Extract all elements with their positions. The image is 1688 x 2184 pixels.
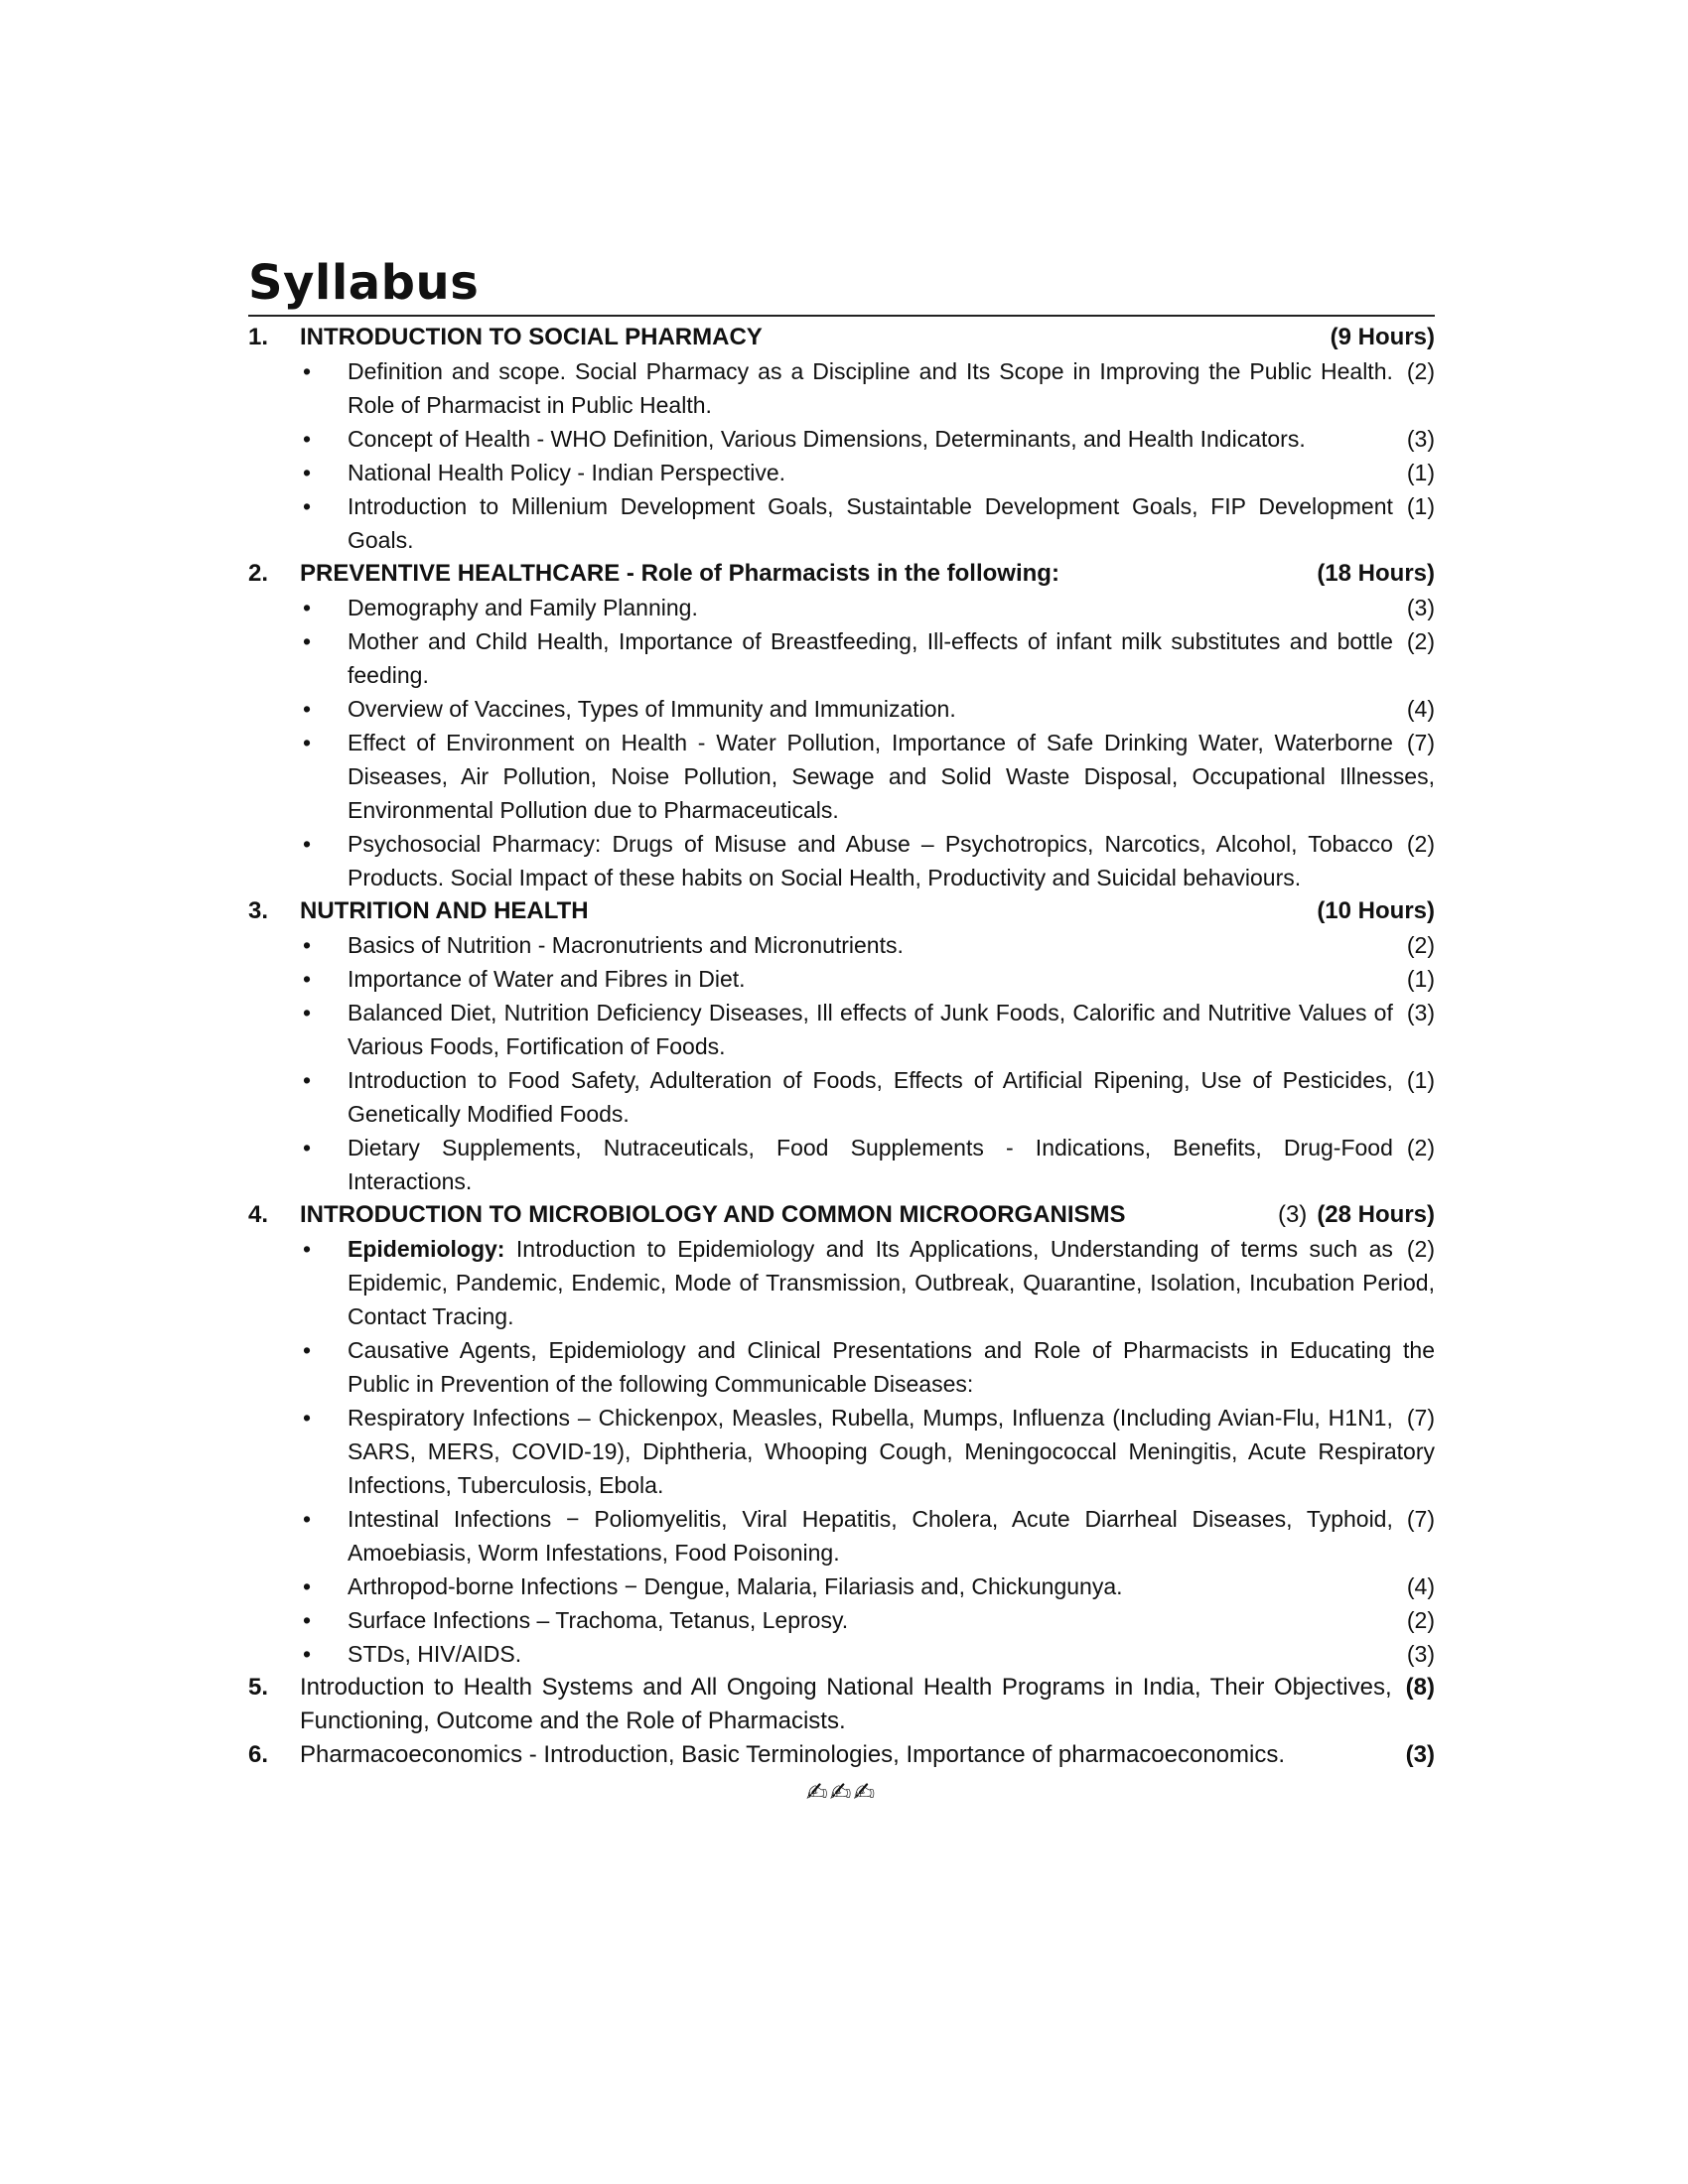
section-hours-value: (9 Hours) xyxy=(1330,324,1435,350)
section-hours: (3) xyxy=(1405,1741,1435,1768)
topic-item xyxy=(303,962,1435,996)
topic-item xyxy=(303,1232,1435,1333)
topic-item xyxy=(303,422,1435,456)
topic-hours: (2) xyxy=(1406,1236,1435,1262)
topic-item xyxy=(303,996,1435,1063)
topic-hours: (2) xyxy=(1406,831,1435,857)
bullet-icon: • xyxy=(303,730,312,755)
section-number: 2. xyxy=(248,560,269,587)
topic-text: Mother and Child Health, Importance of Breastfeeding, Ill-effects of infant milk substitutes and bottle feeding. xyxy=(348,628,1393,688)
topic-text: Introduction to Food Safety, Adulteration of Foods, Effects of Artificial Ripening, Use of Pesticides, Genetically Modified Foods. xyxy=(348,1067,1393,1127)
topic-hours: (1) xyxy=(1406,1067,1435,1093)
topic-label: Epidemiology: xyxy=(348,1236,505,1262)
topic-item xyxy=(303,354,1435,422)
bullet-icon: • xyxy=(303,1236,312,1262)
topic-text: Introduction to Epidemiology and Its Applications, Understanding of terms such as Epidemic, Pandemic, Endemic, Mode of Transmission, Outbreak, Quarantine, Isolation, Incubation Period, Contact Tracing. xyxy=(348,1236,1435,1329)
topic-item xyxy=(303,456,1435,489)
topic-text: Effect of Environment on Health - Water Pollution, Importance of Safe Drinking Water, Waterborne Diseases, Air Pollution, Noise Pollution, Sewage and Solid Waste Disposal, Occupational Illnesses, Environmental Pollution due to Pharmaceuticals. xyxy=(348,730,1435,823)
topic-text: Dietary Supplements, Nutraceuticals, Food Supplements - Indications, Benefits, Drug-Food Interactions. xyxy=(348,1135,1393,1194)
bullet-icon: • xyxy=(303,1641,312,1667)
bullet-icon: • xyxy=(303,426,312,452)
bullet-icon: • xyxy=(303,1135,312,1160)
bullet-icon: • xyxy=(303,358,312,384)
section-title xyxy=(300,1671,1435,1738)
section-number: 1. xyxy=(248,324,269,350)
section-heading xyxy=(248,1671,1435,1738)
topic-item xyxy=(303,1502,1435,1570)
topic-hours: (7) xyxy=(1406,730,1435,755)
topic-text: National Health Policy - Indian Perspective. xyxy=(348,460,786,485)
bullet-icon: • xyxy=(303,628,312,654)
bullet-icon: • xyxy=(303,1573,312,1599)
topic-text: Demography and Family Planning. xyxy=(348,595,698,620)
topic-item xyxy=(303,928,1435,962)
topic-item xyxy=(303,1131,1435,1198)
bullet-icon: • xyxy=(303,1337,312,1363)
bullet-icon: • xyxy=(303,1405,312,1431)
syllabus-content xyxy=(248,321,1435,1772)
bullet-icon: • xyxy=(303,966,312,992)
topic-text: Intestinal Infections − Poliomyelitis, Viral Hepatitis, Cholera, Acute Diarrheal Diseases, Typhoid, Amoebiasis, Worm Infestations, Food Poisoning. xyxy=(348,1506,1393,1566)
topic-text: STDs, HIV/AIDS. xyxy=(348,1641,522,1667)
section-text: Introduction to Health Systems and All Ongoing National Health Programs in India, Their Objectives, Functioning, Outcome and the Role of Pharmacists. xyxy=(300,1674,1392,1734)
title-rule xyxy=(248,315,1435,317)
section-hours xyxy=(1317,894,1435,928)
section-hours-value: (18 Hours) xyxy=(1317,560,1435,587)
bullet-icon: • xyxy=(303,696,312,722)
bullet-icon: • xyxy=(303,595,312,620)
topic-item xyxy=(303,1603,1435,1637)
topic-text: Surface Infections – Trachoma, Tetanus, Leprosy. xyxy=(348,1607,849,1633)
section-heading xyxy=(248,1738,1435,1772)
topic-text: Balanced Diet, Nutrition Deficiency Diseases, Ill effects of Junk Foods, Calorific and Nutritive Values of Various Foods, Fortification of Foods. xyxy=(348,1000,1393,1059)
topic-hours: (7) xyxy=(1406,1506,1435,1532)
topic-hours: (1) xyxy=(1406,966,1435,992)
section-hours: (8) xyxy=(1405,1674,1435,1701)
section-heading xyxy=(248,321,1435,354)
pen-ornament-icon: ✍✍✍ xyxy=(805,1778,878,1808)
bullet-icon: • xyxy=(303,493,312,519)
topic-hours: (1) xyxy=(1406,460,1435,485)
topic-item xyxy=(303,692,1435,726)
topic-hours: (2) xyxy=(1406,1607,1435,1633)
section-hours-prefix: (3) xyxy=(1277,1201,1308,1228)
section-title: NUTRITION AND HEALTH xyxy=(300,897,589,924)
topic-item xyxy=(303,591,1435,624)
section-number: 3. xyxy=(248,897,269,924)
topic-item xyxy=(303,1637,1435,1671)
topic-hours: (4) xyxy=(1406,696,1435,722)
bullet-icon: • xyxy=(303,1000,312,1025)
section-hours xyxy=(1278,1198,1435,1232)
bullet-icon: • xyxy=(303,1506,312,1532)
section-hours xyxy=(1331,321,1435,354)
topic-hours: (3) xyxy=(1406,595,1435,620)
topic-item xyxy=(303,1570,1435,1603)
section-number: 4. xyxy=(248,1201,269,1228)
section-title xyxy=(300,1738,1435,1772)
topic-text: Concept of Health - WHO Definition, Various Dimensions, Determinants, and Health Indicators. xyxy=(348,426,1306,452)
topic-hours: (1) xyxy=(1406,493,1435,519)
topic-text: Causative Agents, Epidemiology and Clinical Presentations and Role of Pharmacists in Educating the Public in Prevention of the following Communicable Diseases: xyxy=(348,1337,1435,1397)
topic-item xyxy=(303,827,1435,894)
bullet-icon: • xyxy=(303,831,312,857)
section-hours-value: (28 Hours) xyxy=(1317,1201,1435,1228)
section-heading xyxy=(248,894,1435,928)
topic-text: Introduction to Millenium Development Goals, Sustaintable Development Goals, FIP Development Goals. xyxy=(348,493,1393,553)
topic-hours: (7) xyxy=(1406,1405,1435,1431)
topic-hours: (2) xyxy=(1406,628,1435,654)
section-heading xyxy=(248,557,1435,591)
topic-text: Importance of Water and Fibres in Diet. xyxy=(348,966,746,992)
topic-item xyxy=(303,489,1435,557)
bullet-icon: • xyxy=(303,932,312,958)
section-heading xyxy=(248,1198,1435,1232)
topic-item xyxy=(303,1401,1435,1502)
section-title: INTRODUCTION TO SOCIAL PHARMACY xyxy=(300,324,763,350)
section-hours-value: (10 Hours) xyxy=(1317,897,1435,924)
bullet-icon: • xyxy=(303,460,312,485)
topic-hours: (3) xyxy=(1406,1000,1435,1025)
topic-text: Definition and scope. Social Pharmacy as a Discipline and Its Scope in Improving the Public Health. Role of Pharmacist in Public Health. xyxy=(348,358,1393,418)
topic-text: Respiratory Infections – Chickenpox, Measles, Rubella, Mumps, Influenza (Including Avian-Flu, H1N1, SARS, MERS, COVID-19), Diphtheria, Whooping Cough, Meningococcal Meningitis, Acute Respiratory Infections, Tuberculosis, Ebola. xyxy=(348,1405,1435,1498)
topic-item xyxy=(303,1333,1435,1401)
topic-hours: (3) xyxy=(1406,426,1435,452)
page-title: Syllabus xyxy=(248,255,480,311)
topic-text: Arthropod-borne Infections − Dengue, Malaria, Filariasis and, Chickungunya. xyxy=(348,1573,1123,1599)
section-hours xyxy=(1317,557,1435,591)
section-number: 6. xyxy=(248,1741,269,1768)
topic-item xyxy=(303,624,1435,692)
topic-hours: (4) xyxy=(1406,1573,1435,1599)
topic-text: Overview of Vaccines, Types of Immunity and Immunization. xyxy=(348,696,956,722)
bullet-icon: • xyxy=(303,1607,312,1633)
topic-hours: (2) xyxy=(1406,932,1435,958)
topic-hours: (2) xyxy=(1406,1135,1435,1160)
topic-hours: (3) xyxy=(1406,1641,1435,1667)
section-text: Pharmacoeconomics - Introduction, Basic Terminologies, Importance of pharmacoeconomics. xyxy=(300,1741,1286,1768)
syllabus-page xyxy=(248,253,1435,1810)
topic-text: Psychosocial Pharmacy: Drugs of Misuse and Abuse – Psychotropics, Narcotics, Alcohol, Tobacco Products. Social Impact of these habits on Social Health, Productivity and Suicidal behaviours. xyxy=(348,831,1393,890)
section-title: PREVENTIVE HEALTHCARE - Role of Pharmacists in the following: xyxy=(300,560,1059,587)
topic-text: Basics of Nutrition - Macronutrients and Micronutrients. xyxy=(348,932,904,958)
topic-item xyxy=(303,1063,1435,1131)
section-title: INTRODUCTION TO MICROBIOLOGY AND COMMON MICROORGANISMS xyxy=(300,1201,1126,1228)
topic-item xyxy=(303,726,1435,827)
bullet-icon: • xyxy=(303,1067,312,1093)
topic-hours: (2) xyxy=(1406,358,1435,384)
section-number: 5. xyxy=(248,1674,269,1701)
